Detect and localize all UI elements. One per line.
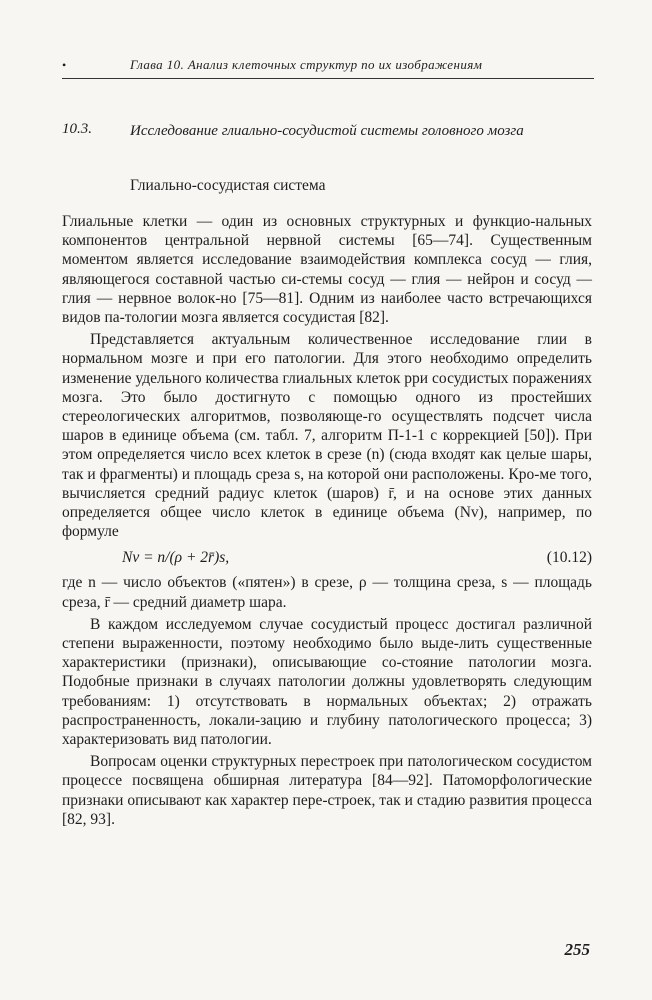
header-bullet: • [62,58,67,72]
section-title: Исследование глиально-сосудистой системы головного мозга [130,123,524,139]
section-number: 10.3. [62,121,92,137]
paragraph-1: Глиальные клетки — один из основных структурных и функцио-нальных компонентов центральной нервной системы [65—74]. Существенным моментом является исследование взаимодействия комплекса сосуд — глия, являющегося составной частью си-стемы сосуд — глия — нейрон и сосуд — глия — нервное волок-но [75—81]. Одним из наиболее часто встречающихся видов па-тологии мозга является сосудистая [82]. [62,213,592,327]
paragraph-4: В каждом исследуемом случае сосудистый процесс достигал различной степени выраженности, поэтому необходимо было выде-лить существенные характеристики (признаки), описывающие со-стояние патологии мозга. Подобные признаки в случаях патологии должны удовлетворять следующим требованиям: 1) отсутствовать в нормальных объектах; 2) отражать распространенность, локали-зацию и глубину патологического процесса; 3) характеризовать вид патологии. [62,615,592,749]
running-header [62,56,594,79]
subsection-title: Глиально-сосудистая система [130,177,326,194]
paragraph-2: Представляется актуальным количественное исследование глии в нормальном мозге и при его патологии. Для этого необходимо определить изменение удельного количества глиальных клеток рри сосудистых поражениях мозга. Это было достигнуто с помощью одного из простейших стереологических алгоритмов, позволяюще-го осуществлять подсчет числа шаров в единице объема (см. табл. 7, алгоритм П-1-1 с коррекцией [50]). При этом определяется число всех клеток в срезе (n) (сюда входят как целые шары, так и фрагменты) и площадь среза s, на которой они расположены. Кро-ме того, вычисляется средний радиус клеток (шаров) r̄, и на основе этих данных определяется общее число клеток в единице объема (Nv), например, по формуле [62,331,592,541]
body-text [62,212,592,829]
formula-expression: Nv = n/(ρ + 2r̄)s, [122,549,230,567]
paragraph-5: Вопросам оценки структурных перестроек при патологическом сосудистом процессе посвящена обширная литература [84—92]. Патоморфологические признаки описывают как характер пере-строек, так и стадию развития процесса [82, 93]. [62,753,592,828]
paragraph-3: где n — число объектов («пятен») в срезе, ρ — толщина среза, s — площадь среза, r̄ — средний диаметр шара. [62,574,592,611]
formula-10-12 [62,546,592,570]
page-number: 255 [564,940,590,959]
running-title: Глава 10. Анализ клеточных структур по их изображениям [130,57,483,72]
formula-number: (10.12) [546,549,592,567]
